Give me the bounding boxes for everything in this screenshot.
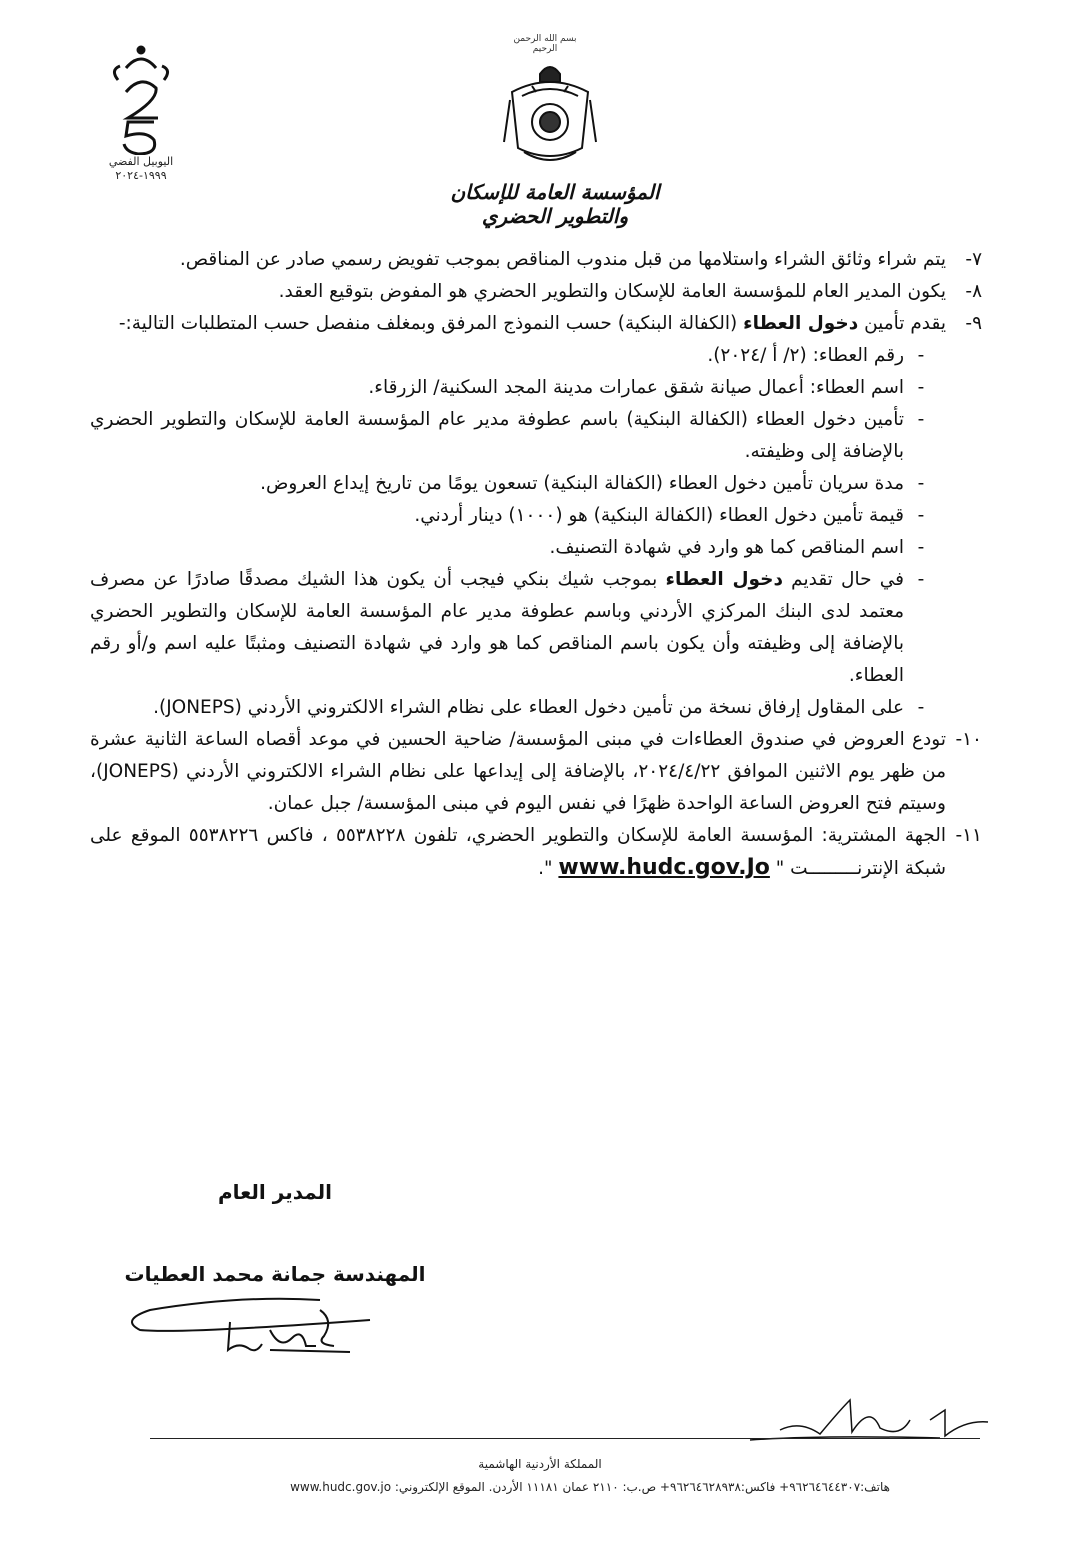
list-item: - رقم العطاء: (٢/ أ /٢٠٢٤).: [707, 345, 925, 366]
list-item: - اسم المناقص كما هو وارد في شهادة التصنيف.: [549, 537, 925, 558]
clause-8: ٨- يكون المدير العام للمؤسسة العامة للإسكان والتطوير الحضري هو المفوض بتوقيع العقد.: [278, 281, 982, 302]
clause-9: ٩- يقدم تأمين دخول العطاء (الكفالة البنكية) حسب النموذج المرفق وبمغلف منفصل حسب المتطلبات التالية:-: [118, 313, 982, 334]
jubilee-caption: اليوبيل الفضي: [108, 155, 174, 168]
coat-of-arms-icon: [502, 52, 598, 170]
clause-9-requirements: [90, 340, 938, 724]
footer-divider: [150, 1438, 980, 1439]
list-item: - اسم العطاء: أعمال صيانة شقق عمارات مدينة المجد السكنية/ الزرقاء.: [368, 377, 925, 398]
clause-11: ١١- الجهة المشترية: المؤسسة العامة للإسكان والتطوير الحضري، تلفون ٥٥٣٨٢٢٨ ، فاكس ٥٥٣٨٢٢٦ الموقع على شبكة الإنترنـــــــــت " www.hudc.gov.Jo ".: [90, 825, 982, 880]
list-item: - قيمة تأمين دخول العطاء (الكفالة البنكية) هو (١٠٠٠) دينار أردني.: [414, 505, 925, 526]
clause-7: ٧- يتم شراء وثائق الشراء واستلامها من قبل مندوب المناقص بموجب تفويض رسمي صادر عن المناقص.: [179, 249, 982, 270]
initials-icon: [740, 1380, 990, 1446]
list-item: - تأمين دخول العطاء (الكفالة البنكية) باسم عطوفة مدير عام المؤسسة العامة للإسكان والتطوير الحضري بالإضافة إلى وظيفته.: [90, 409, 925, 462]
list-item: - مدة سريان تأمين دخول العطاء (الكفالة البنكية) تسعون يومًا من تاريخ إيداع العروض.: [260, 473, 925, 494]
footer-country: المملكة الأردنية الهاشمية: [478, 1457, 602, 1471]
footer-contact: هاتف:٩٦٢٦٤٦٤٤٣٠٧+ فاكس:٩٦٢٦٤٦٢٨٩٣٨+ ص.ب: ٢١١٠ عمان ١١١٨١ الأردن. الموقع الإلكتروني: www.hudc.gov.jo: [290, 1480, 890, 1494]
silver-jubilee-icon: [96, 40, 186, 155]
jubilee-logo: [96, 40, 186, 200]
tender-terms: [90, 244, 982, 885]
handwritten-signature-icon: [120, 1290, 380, 1370]
basmala: بسم الله الرحمن الرحيم: [513, 34, 577, 54]
signatory-title: المدير العام: [217, 1180, 333, 1204]
organization-name: المؤسسة العامة للإسكان والتطوير الحضري: [450, 180, 660, 228]
jubilee-years: ١٩٩٩-٢٠٢٤: [115, 169, 167, 182]
list-item: - في حال تقديم دخول العطاء بموجب شيك بنكي فيجب أن يكون هذا الشيك مصدقًا صادرًا عن مصرف معتمد لدى البنك المركزي الأردني وباسم عطوفة مدير عام المؤسسة العامة للإسكان والتطوير الحضري بالإضافة إلى وظيفته وأن يكون باسم المناقص كما هو وارد في شهادة التصنيف ومثبتًا عليه اسم و/أو رقم العطاء.: [90, 569, 925, 686]
clause-10: ١٠- تودع العروض في صندوق العطاءات في مبنى المؤسسة/ ضاحية الحسين في موعد أقصاه الساعة الثانية عشرة من ظهر يوم الاثنين الموافق ٢٠٢٤/٤/٢٢، بالإضافة إلى إيداعها على نظام الشراء الالكتروني الأردني (JONEPS)، وسيتم فتح العروض الساعة الواحدة ظهرًا في نفس اليوم في مبنى المؤسسة/ جبل عمان.: [90, 729, 982, 814]
website-link[interactable]: www.hudc.gov.Jo: [558, 855, 770, 880]
list-item: - على المقاول إرفاق نسخة من تأمين دخول العطاء على نظام الشراء الالكتروني الأردني (JONEPS).: [153, 697, 925, 718]
signatory-name: المهندسة جمانة محمد العطيات: [124, 1262, 426, 1286]
